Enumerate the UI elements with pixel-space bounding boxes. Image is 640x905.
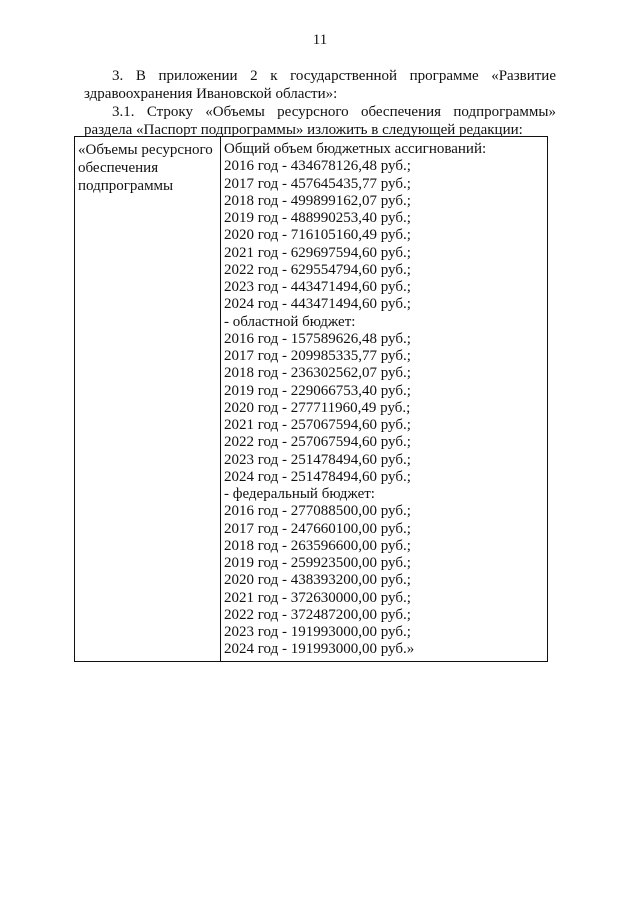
paragraph-item-3-1: 3.1. Строку «Объемы ресурсного обеспечения подпрограммы» раздела «Паспорт подпрограммы» изложить в следующей редакции: — [84, 104, 556, 138]
value-line: 2021 год - 257067594,60 руб.; — [224, 417, 411, 433]
value-line: 2020 год - 277711960,49 руб.; — [224, 399, 411, 416]
value-line: - федеральный бюджет: — [224, 486, 375, 502]
value-line: 2019 год - 229066753,40 руб.; — [224, 382, 411, 399]
value-line: 2019 год - 488990253,40 руб.; — [224, 210, 411, 226]
value-line: 2019 год - 259923500,00 руб.; — [224, 555, 411, 571]
value-line: 2018 год - 236302562,07 руб.; — [224, 365, 411, 382]
value-line: 2022 год - 372487200,00 руб.; — [224, 606, 411, 623]
value-line: 2023 год - 191993000,00 руб.; — [224, 624, 411, 640]
value-line: 2024 год - 191993000,00 руб.» — [224, 641, 415, 658]
value-line: Общий объем бюджетных ассигнований: — [224, 141, 487, 157]
value-line: - областной бюджет: — [224, 313, 356, 330]
value-line: 2024 год - 443471494,60 руб.; — [224, 296, 411, 313]
table-row — [75, 137, 548, 662]
value-line: 2016 год - 157589626,48 руб.; — [224, 330, 411, 347]
value-line: 2020 год - 438393200,00 руб.; — [224, 572, 411, 589]
value-line: 2018 год - 499899162,07 руб.; — [224, 192, 411, 209]
value-line: 2022 год - 257067594,60 руб.; — [224, 434, 411, 451]
value-line: 2022 год - 629554794,60 руб.; — [224, 261, 411, 278]
paragraph-item-3: 3. В приложении 2 к государственной программе «Развитие здравоохранения Ивановской области»: — [84, 68, 556, 102]
value-line: 2017 год - 247660100,00 руб.; — [224, 520, 411, 537]
page-number: 11 — [312, 32, 328, 48]
row-label-cell: «Объемы ресурсного обеспечения подпрограммы — [75, 137, 221, 662]
value-line: 2017 год - 457645435,77 руб.; — [224, 175, 411, 192]
value-line: 2021 год - 629697594,60 руб.; — [224, 244, 411, 261]
value-line: 2023 год - 443471494,60 руб.; — [224, 279, 411, 295]
row-value-cell — [221, 137, 548, 662]
value-line: 2018 год - 263596600,00 руб.; — [224, 537, 411, 554]
value-line: 2023 год - 251478494,60 руб.; — [224, 451, 411, 468]
value-line: 2024 год - 251478494,60 руб.; — [224, 468, 411, 485]
value-line: 2020 год - 716105160,49 руб.; — [224, 227, 411, 244]
value-line: 2017 год - 209985335,77 руб.; — [224, 348, 411, 364]
value-line: 2016 год - 277088500,00 руб.; — [224, 503, 411, 520]
value-line: 2021 год - 372630000,00 руб.; — [224, 589, 411, 606]
value-line: 2016 год - 434678126,48 руб.; — [224, 158, 411, 175]
passport-table — [74, 136, 548, 662]
